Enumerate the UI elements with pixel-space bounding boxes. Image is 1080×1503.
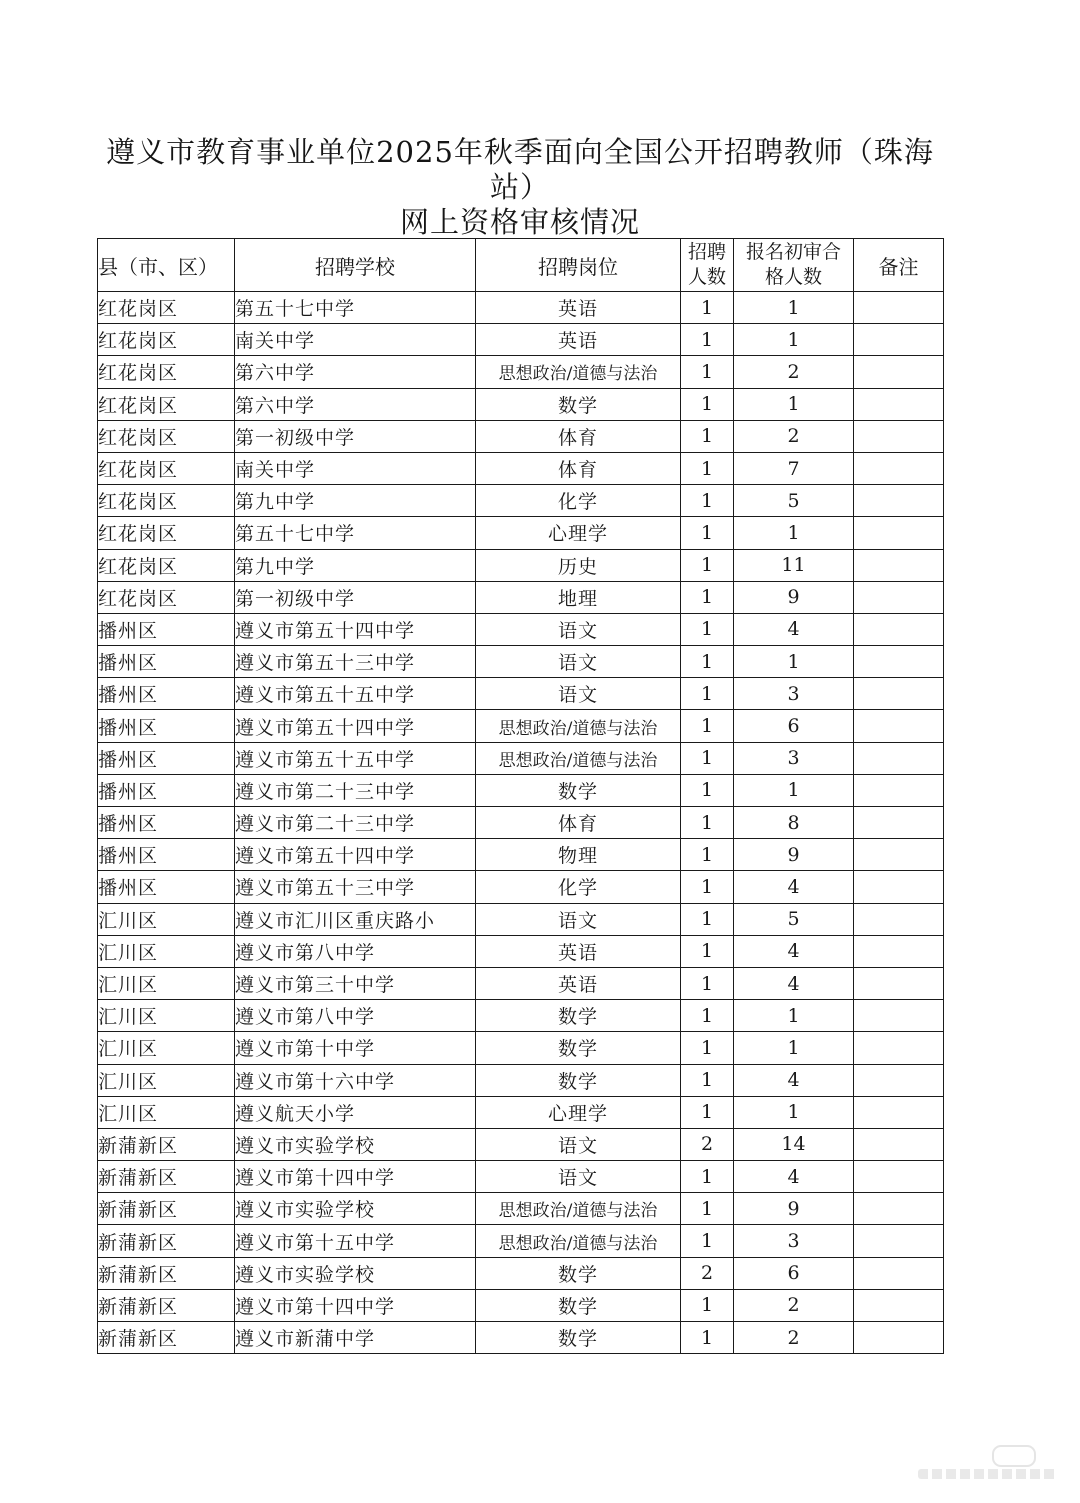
cell-hires: 1 <box>681 581 734 613</box>
cell-remarks <box>854 324 944 356</box>
cell-remarks <box>854 710 944 742</box>
header-remarks: 备注 <box>854 239 944 292</box>
cell-post: 英语 <box>476 967 681 999</box>
cell-county: 播州区 <box>98 807 235 839</box>
table-row <box>98 420 944 452</box>
cell-remarks <box>854 1032 944 1064</box>
table-row <box>98 388 944 420</box>
cell-school: 遵义市第五十四中学 <box>235 613 476 645</box>
cell-post: 数学 <box>476 1032 681 1064</box>
cell-school: 南关中学 <box>235 324 476 356</box>
cell-remarks <box>854 1128 944 1160</box>
table-row <box>98 1257 944 1289</box>
cell-school: 遵义市实验学校 <box>235 1128 476 1160</box>
cell-remarks <box>854 807 944 839</box>
cell-qualified: 4 <box>734 613 854 645</box>
cell-hires: 1 <box>681 485 734 517</box>
cell-qualified: 3 <box>734 678 854 710</box>
cell-qualified: 1 <box>734 324 854 356</box>
table-row <box>98 1000 944 1032</box>
table-row <box>98 613 944 645</box>
cell-qualified: 2 <box>734 356 854 388</box>
cell-post: 语文 <box>476 613 681 645</box>
watermark-text-mark <box>918 1469 1058 1479</box>
cell-post: 数学 <box>476 1257 681 1289</box>
cell-school: 遵义市第五十五中学 <box>235 678 476 710</box>
cell-hires: 1 <box>681 1322 734 1354</box>
header-post: 招聘岗位 <box>476 239 681 292</box>
cell-county: 新蒲新区 <box>98 1257 235 1289</box>
cell-qualified: 8 <box>734 807 854 839</box>
cell-school: 遵义市第五十三中学 <box>235 871 476 903</box>
cell-qualified: 6 <box>734 710 854 742</box>
cell-remarks <box>854 871 944 903</box>
watermark-logo <box>918 1445 1058 1485</box>
cell-county: 汇川区 <box>98 1064 235 1096</box>
cell-hires: 1 <box>681 517 734 549</box>
cell-post: 数学 <box>476 1000 681 1032</box>
cell-county: 新蒲新区 <box>98 1161 235 1193</box>
table-row <box>98 935 944 967</box>
table-row <box>98 1193 944 1225</box>
table-row <box>98 1096 944 1128</box>
table-row <box>98 871 944 903</box>
table-row <box>98 517 944 549</box>
cell-remarks <box>854 485 944 517</box>
header-hires-line-2: 人数 <box>687 266 726 288</box>
cell-post: 体育 <box>476 807 681 839</box>
cell-county: 红花岗区 <box>98 356 235 388</box>
table-row <box>98 1128 944 1160</box>
cell-qualified: 1 <box>734 646 854 678</box>
table-row <box>98 646 944 678</box>
cell-post: 数学 <box>476 774 681 806</box>
cell-hires: 1 <box>681 549 734 581</box>
cell-hires: 1 <box>681 839 734 871</box>
table-row <box>98 1322 944 1354</box>
cell-hires: 1 <box>681 1225 734 1257</box>
cell-remarks <box>854 903 944 935</box>
cell-qualified: 1 <box>734 292 854 324</box>
cell-remarks <box>854 1161 944 1193</box>
cell-remarks <box>854 420 944 452</box>
cell-school: 遵义市第五十五中学 <box>235 742 476 774</box>
qualification-table <box>97 238 944 1354</box>
cell-qualified: 6 <box>734 1257 854 1289</box>
table-row <box>98 292 944 324</box>
cell-school: 遵义市第八中学 <box>235 1000 476 1032</box>
table-row <box>98 1289 944 1321</box>
cell-remarks <box>854 839 944 871</box>
cell-remarks <box>854 935 944 967</box>
cell-hires: 2 <box>681 1128 734 1160</box>
cell-remarks <box>854 581 944 613</box>
cell-school: 遵义航天小学 <box>235 1096 476 1128</box>
cell-remarks <box>854 1096 944 1128</box>
table-row <box>98 1225 944 1257</box>
cell-hires: 1 <box>681 1000 734 1032</box>
cell-remarks <box>854 1064 944 1096</box>
cell-hires: 1 <box>681 742 734 774</box>
cell-hires: 1 <box>681 935 734 967</box>
table-row <box>98 903 944 935</box>
cell-county: 播州区 <box>98 742 235 774</box>
cell-county: 红花岗区 <box>98 388 235 420</box>
table-row <box>98 1064 944 1096</box>
cell-hires: 1 <box>681 1032 734 1064</box>
table-header-row <box>98 239 944 292</box>
cell-post: 思想政治/道德与法治 <box>476 742 681 774</box>
cell-qualified: 4 <box>734 1064 854 1096</box>
table-row <box>98 774 944 806</box>
table-row <box>98 356 944 388</box>
cell-post: 数学 <box>476 1322 681 1354</box>
cell-county: 汇川区 <box>98 903 235 935</box>
cell-county: 汇川区 <box>98 935 235 967</box>
cell-county: 红花岗区 <box>98 292 235 324</box>
document-title-line-3: 网上资格审核情况 <box>399 205 640 239</box>
cell-school: 遵义市实验学校 <box>235 1257 476 1289</box>
cell-qualified: 11 <box>734 549 854 581</box>
cell-qualified: 14 <box>734 1128 854 1160</box>
cell-remarks <box>854 517 944 549</box>
cell-county: 红花岗区 <box>98 517 235 549</box>
cell-school: 遵义市第二十三中学 <box>235 774 476 806</box>
weibo-icon <box>992 1445 1036 1467</box>
cell-qualified: 9 <box>734 581 854 613</box>
cell-school: 遵义市第十六中学 <box>235 1064 476 1096</box>
table-row <box>98 1161 944 1193</box>
cell-remarks <box>854 1289 944 1321</box>
cell-county: 播州区 <box>98 871 235 903</box>
cell-remarks <box>854 1322 944 1354</box>
cell-remarks <box>854 292 944 324</box>
cell-county: 汇川区 <box>98 967 235 999</box>
table-row <box>98 581 944 613</box>
cell-post: 语文 <box>476 678 681 710</box>
header-qualified-line-2: 格人数 <box>764 266 822 288</box>
cell-hires: 1 <box>681 452 734 484</box>
cell-school: 遵义市第二十三中学 <box>235 807 476 839</box>
cell-hires: 2 <box>681 1257 734 1289</box>
cell-post: 心理学 <box>476 517 681 549</box>
cell-qualified: 2 <box>734 1289 854 1321</box>
cell-post: 语文 <box>476 903 681 935</box>
table-row <box>98 452 944 484</box>
cell-county: 播州区 <box>98 646 235 678</box>
cell-school: 第六中学 <box>235 356 476 388</box>
table-row <box>98 549 944 581</box>
cell-qualified: 4 <box>734 967 854 999</box>
cell-county: 红花岗区 <box>98 324 235 356</box>
header-school: 招聘学校 <box>235 239 476 292</box>
cell-qualified: 1 <box>734 774 854 806</box>
cell-remarks <box>854 356 944 388</box>
cell-remarks <box>854 1193 944 1225</box>
cell-hires: 1 <box>681 646 734 678</box>
cell-remarks <box>854 678 944 710</box>
cell-hires: 1 <box>681 903 734 935</box>
cell-county: 新蒲新区 <box>98 1193 235 1225</box>
table-row <box>98 807 944 839</box>
cell-school: 第九中学 <box>235 549 476 581</box>
cell-school: 遵义市第十四中学 <box>235 1161 476 1193</box>
cell-hires: 1 <box>681 710 734 742</box>
cell-school: 南关中学 <box>235 452 476 484</box>
header-hires-line-1: 招聘 <box>687 241 726 263</box>
cell-school: 遵义市第五十四中学 <box>235 710 476 742</box>
table-row <box>98 710 944 742</box>
cell-qualified: 4 <box>734 1161 854 1193</box>
cell-qualified: 5 <box>734 485 854 517</box>
cell-hires: 1 <box>681 1096 734 1128</box>
header-qualified <box>734 239 854 292</box>
cell-school: 遵义市第三十中学 <box>235 967 476 999</box>
cell-post: 语文 <box>476 1128 681 1160</box>
cell-post: 历史 <box>476 549 681 581</box>
table-body <box>98 292 944 1354</box>
cell-school: 第一初级中学 <box>235 581 476 613</box>
cell-post: 体育 <box>476 452 681 484</box>
cell-post: 数学 <box>476 1289 681 1321</box>
cell-post: 思想政治/道德与法治 <box>476 710 681 742</box>
cell-school: 遵义市第八中学 <box>235 935 476 967</box>
cell-county: 新蒲新区 <box>98 1322 235 1354</box>
cell-county: 汇川区 <box>98 1032 235 1064</box>
table-row <box>98 678 944 710</box>
cell-county: 汇川区 <box>98 1000 235 1032</box>
cell-school: 第五十七中学 <box>235 292 476 324</box>
cell-post: 体育 <box>476 420 681 452</box>
cell-hires: 1 <box>681 1193 734 1225</box>
cell-school: 第九中学 <box>235 485 476 517</box>
cell-qualified: 2 <box>734 1322 854 1354</box>
cell-county: 汇川区 <box>98 1096 235 1128</box>
cell-county: 红花岗区 <box>98 485 235 517</box>
cell-county: 红花岗区 <box>98 420 235 452</box>
cell-school: 遵义市第五十四中学 <box>235 839 476 871</box>
cell-hires: 1 <box>681 678 734 710</box>
cell-post: 英语 <box>476 324 681 356</box>
cell-school: 遵义市第十五中学 <box>235 1225 476 1257</box>
cell-post: 心理学 <box>476 1096 681 1128</box>
cell-post: 数学 <box>476 1064 681 1096</box>
cell-hires: 1 <box>681 967 734 999</box>
cell-qualified: 4 <box>734 935 854 967</box>
table-row <box>98 742 944 774</box>
table-row <box>98 485 944 517</box>
cell-qualified: 3 <box>734 742 854 774</box>
cell-hires: 1 <box>681 807 734 839</box>
cell-county: 新蒲新区 <box>98 1289 235 1321</box>
cell-county: 红花岗区 <box>98 452 235 484</box>
cell-post: 英语 <box>476 935 681 967</box>
cell-school: 遵义市汇川区重庆路小 <box>235 903 476 935</box>
cell-hires: 1 <box>681 1064 734 1096</box>
cell-remarks <box>854 1225 944 1257</box>
cell-school: 遵义市第十中学 <box>235 1032 476 1064</box>
cell-remarks <box>854 1257 944 1289</box>
cell-remarks <box>854 742 944 774</box>
cell-qualified: 2 <box>734 420 854 452</box>
cell-school: 遵义市新蒲中学 <box>235 1322 476 1354</box>
cell-remarks <box>854 774 944 806</box>
cell-qualified: 3 <box>734 1225 854 1257</box>
cell-post: 数学 <box>476 388 681 420</box>
table-row <box>98 839 944 871</box>
cell-qualified: 1 <box>734 1000 854 1032</box>
cell-county: 红花岗区 <box>98 549 235 581</box>
cell-hires: 1 <box>681 356 734 388</box>
cell-post: 思想政治/道德与法治 <box>476 356 681 388</box>
cell-qualified: 9 <box>734 839 854 871</box>
cell-post: 物理 <box>476 839 681 871</box>
cell-qualified: 1 <box>734 388 854 420</box>
cell-qualified: 7 <box>734 452 854 484</box>
cell-qualified: 5 <box>734 903 854 935</box>
cell-county: 播州区 <box>98 678 235 710</box>
cell-post: 地理 <box>476 581 681 613</box>
cell-hires: 1 <box>681 613 734 645</box>
cell-county: 新蒲新区 <box>98 1128 235 1160</box>
cell-qualified: 1 <box>734 1032 854 1064</box>
cell-post: 思想政治/道德与法治 <box>476 1193 681 1225</box>
cell-hires: 1 <box>681 774 734 806</box>
cell-school: 遵义市第十四中学 <box>235 1289 476 1321</box>
cell-remarks <box>854 388 944 420</box>
cell-remarks <box>854 452 944 484</box>
cell-hires: 1 <box>681 1289 734 1321</box>
cell-post: 英语 <box>476 292 681 324</box>
cell-hires: 1 <box>681 871 734 903</box>
cell-qualified: 1 <box>734 1096 854 1128</box>
cell-county: 播州区 <box>98 839 235 871</box>
cell-hires: 1 <box>681 388 734 420</box>
cell-remarks <box>854 646 944 678</box>
cell-post: 语文 <box>476 1161 681 1193</box>
table-row <box>98 967 944 999</box>
header-hires <box>681 239 734 292</box>
cell-county: 播州区 <box>98 710 235 742</box>
cell-school: 遵义市实验学校 <box>235 1193 476 1225</box>
cell-post: 化学 <box>476 485 681 517</box>
cell-school: 第一初级中学 <box>235 420 476 452</box>
cell-hires: 1 <box>681 292 734 324</box>
cell-remarks <box>854 613 944 645</box>
cell-hires: 1 <box>681 324 734 356</box>
cell-school: 遵义市第五十三中学 <box>235 646 476 678</box>
cell-remarks <box>854 1000 944 1032</box>
cell-qualified: 1 <box>734 517 854 549</box>
cell-hires: 1 <box>681 1161 734 1193</box>
document-title-line-1: 遵义市教育事业单位2025年秋季面向全国公开招聘教师（珠海 <box>106 135 934 169</box>
cell-post: 思想政治/道德与法治 <box>476 1225 681 1257</box>
cell-county: 红花岗区 <box>98 581 235 613</box>
cell-qualified: 9 <box>734 1193 854 1225</box>
cell-qualified: 4 <box>734 871 854 903</box>
document-title-line-2: 站） <box>489 170 550 204</box>
table-row <box>98 1032 944 1064</box>
cell-post: 化学 <box>476 871 681 903</box>
cell-post: 语文 <box>476 646 681 678</box>
cell-school: 第五十七中学 <box>235 517 476 549</box>
cell-county: 播州区 <box>98 774 235 806</box>
header-qualified-line-1: 报名初审合 <box>745 241 841 263</box>
cell-remarks <box>854 967 944 999</box>
cell-hires: 1 <box>681 420 734 452</box>
table-row <box>98 324 944 356</box>
cell-remarks <box>854 549 944 581</box>
cell-county: 播州区 <box>98 613 235 645</box>
cell-school: 第六中学 <box>235 388 476 420</box>
cell-county: 新蒲新区 <box>98 1225 235 1257</box>
header-county: 县（市、区） <box>98 239 235 292</box>
